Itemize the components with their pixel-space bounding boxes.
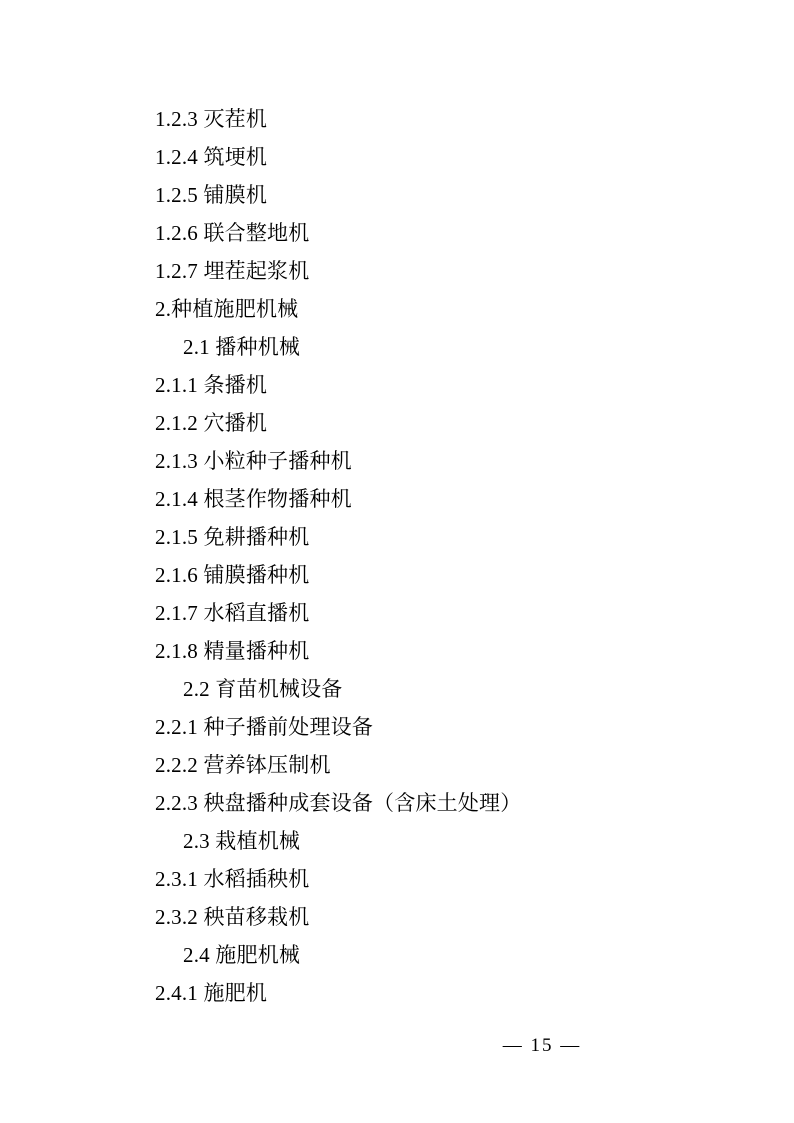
list-item: 2.2 育苗机械设备	[183, 677, 343, 701]
list-item: 2.2.2 营养钵压制机	[155, 753, 331, 777]
page-footer	[0, 1035, 794, 1057]
list-item: 1.2.3 灭茬机	[155, 107, 268, 131]
list-item: 2.2.3 秧盘播种成套设备（含床土处理）	[155, 791, 522, 815]
list-item: 2.3.1 水稻插秧机	[155, 867, 310, 891]
list-item: 2.1.2 穴播机	[155, 411, 268, 435]
list-item: 2.1.5 免耕播种机	[155, 525, 310, 549]
list-item: 2.1.7 水稻直播机	[155, 601, 310, 625]
list-item: 2.4.1 施肥机	[155, 981, 268, 1005]
table-of-contents-list	[155, 100, 664, 1012]
list-item: 2.1.6 铺膜播种机	[155, 563, 310, 587]
list-item: 2.1.3 小粒种子播种机	[155, 449, 352, 473]
list-item: 2.3.2 秧苗移栽机	[155, 905, 310, 929]
list-item: 2.1.8 精量播种机	[155, 639, 310, 663]
list-item: 2.1 播种机械	[183, 335, 301, 359]
list-item: 2.1.4 根茎作物播种机	[155, 487, 352, 511]
list-item: 2.3 栽植机械	[183, 829, 301, 853]
list-item: 2.1.1 条播机	[155, 373, 268, 397]
list-item: 1.2.4 筑埂机	[155, 145, 268, 169]
list-item: 1.2.7 埋茬起浆机	[155, 259, 310, 283]
list-item: 2.种植施肥机械	[155, 297, 299, 321]
list-item: 1.2.6 联合整地机	[155, 221, 310, 245]
list-item: 2.4 施肥机械	[183, 943, 301, 967]
page-number: — 15 —	[502, 1035, 582, 1056]
list-item: 1.2.5 铺膜机	[155, 183, 268, 207]
list-item: 2.2.1 种子播前处理设备	[155, 715, 374, 739]
